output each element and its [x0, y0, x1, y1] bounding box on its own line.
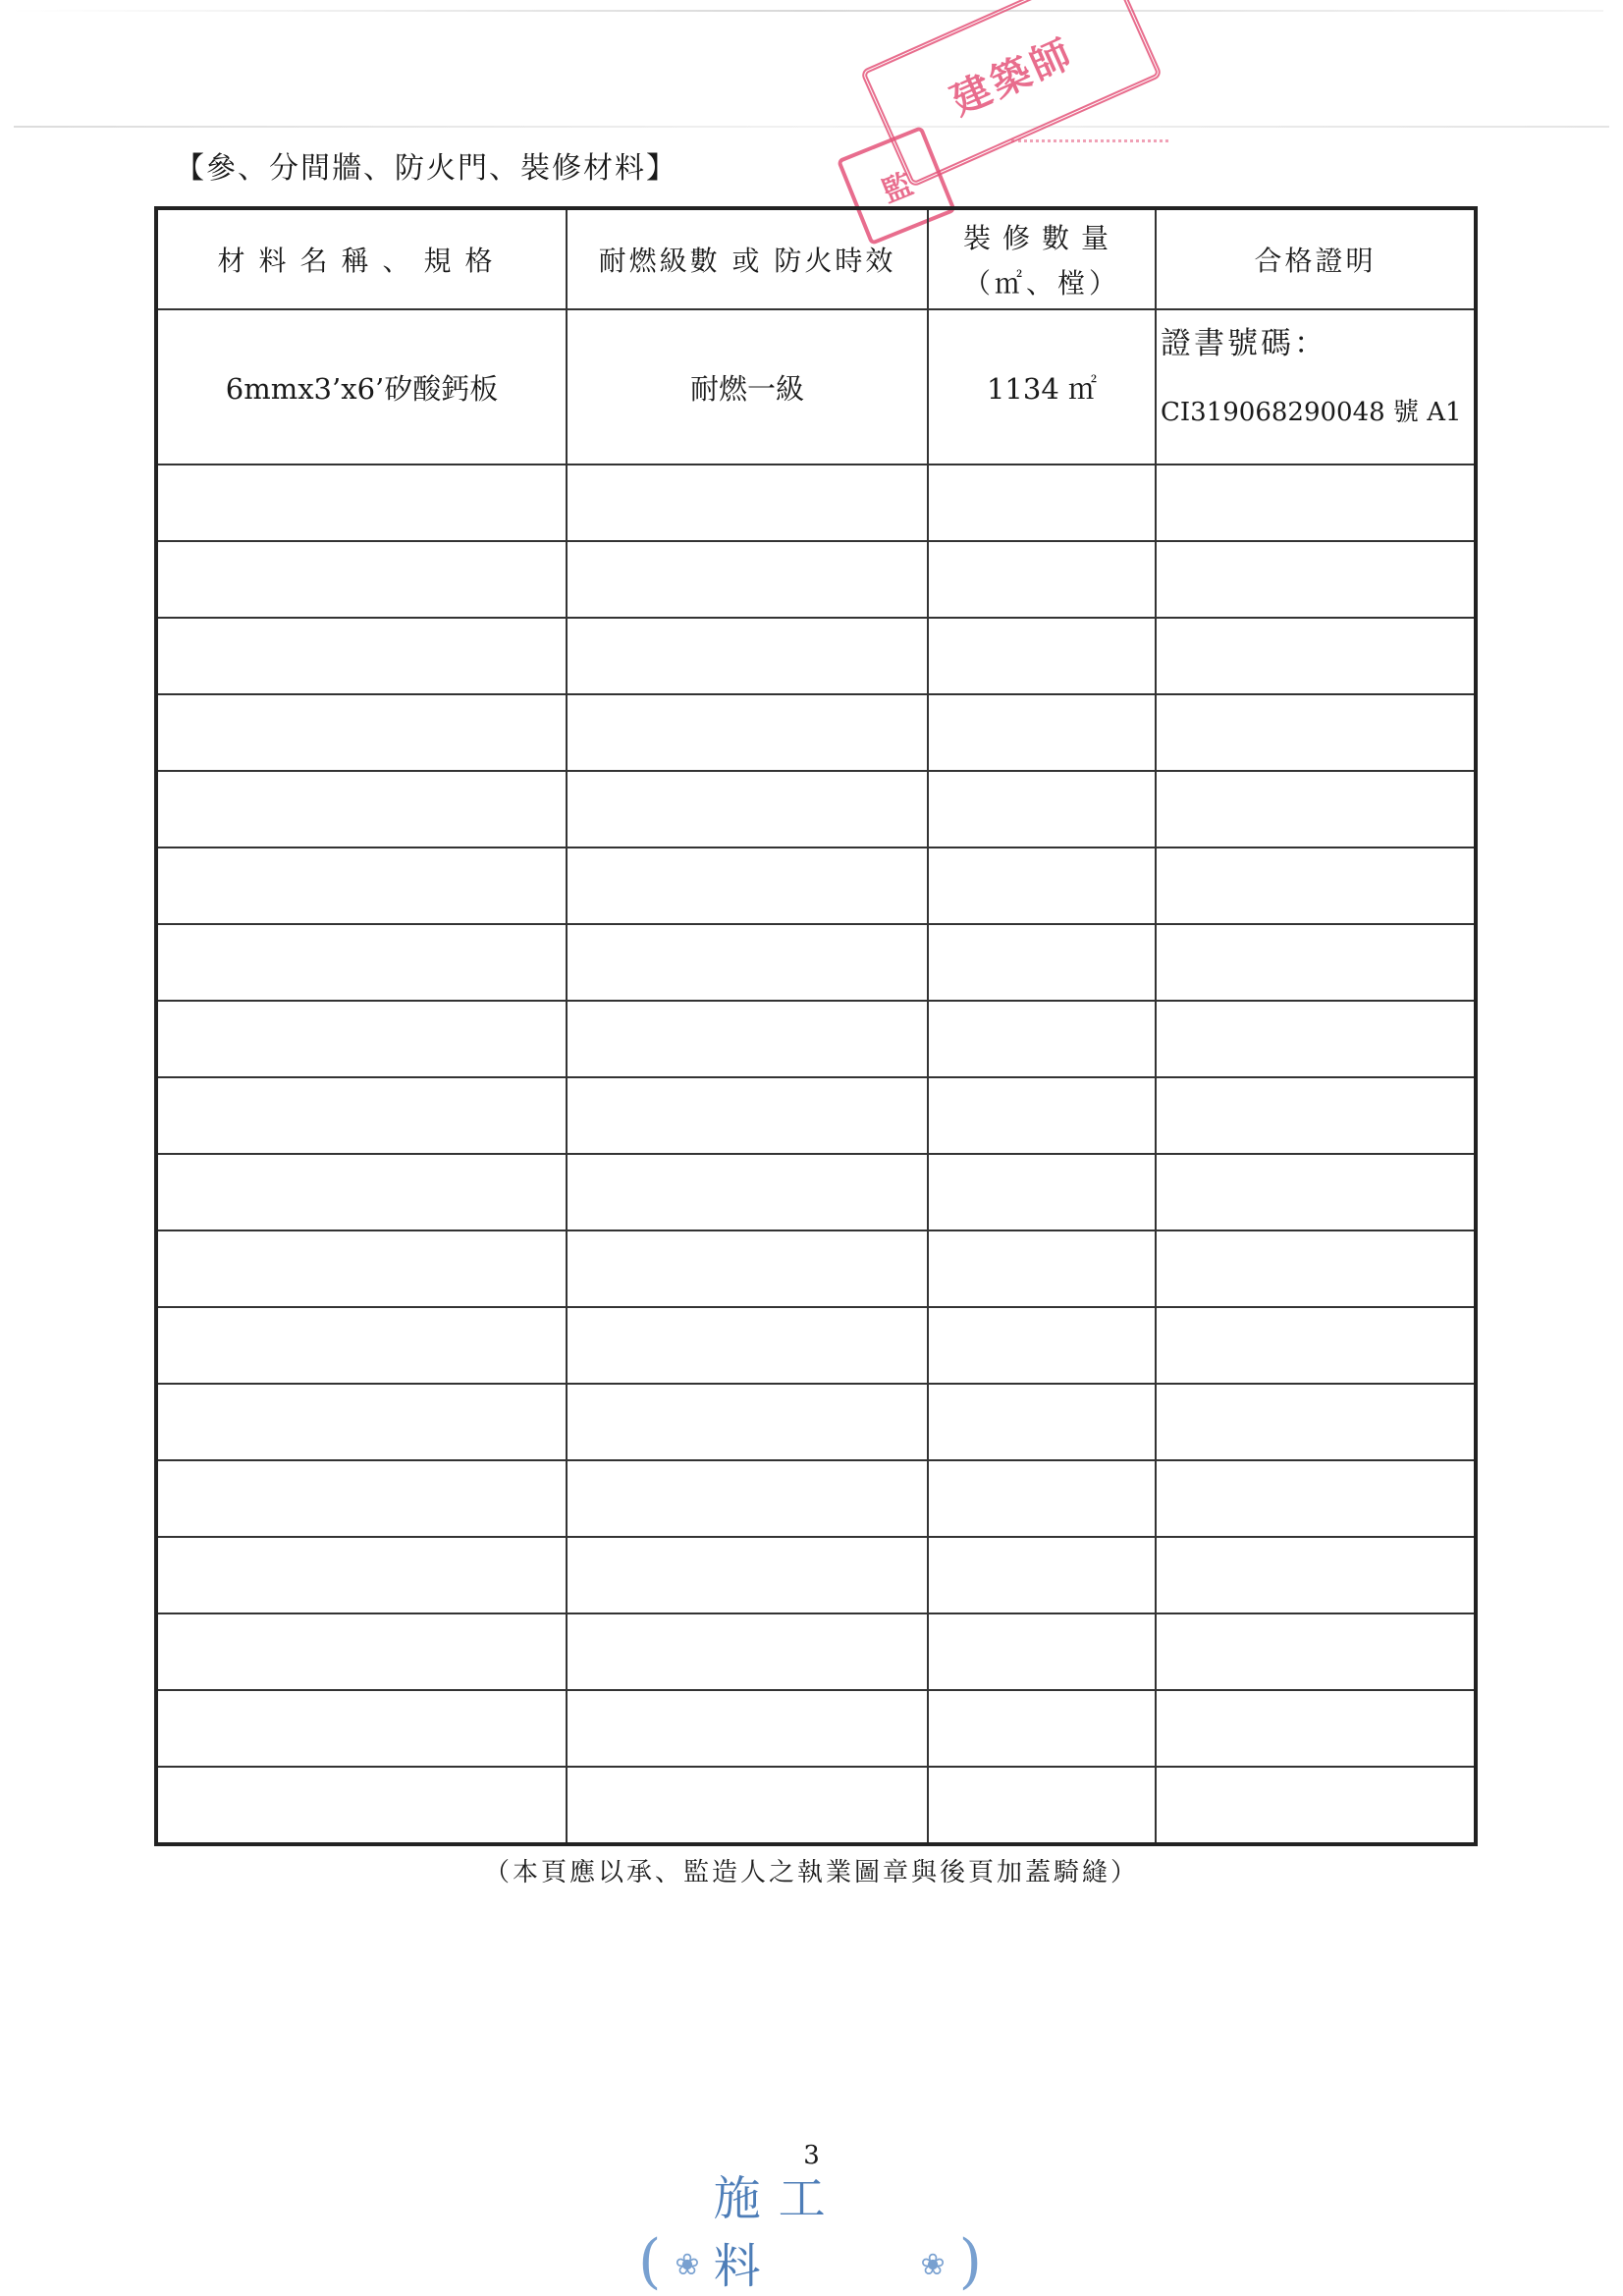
- cell-quantity: [928, 1154, 1156, 1230]
- stamp-smudge: [1011, 139, 1168, 145]
- cell-certificate: [1156, 1230, 1476, 1307]
- table-row: [156, 1767, 1476, 1844]
- cell-material-name: [156, 1767, 567, 1844]
- cell-quantity: [928, 1384, 1156, 1460]
- construction-seal-text: 施工料: [713, 2171, 843, 2294]
- table-row: [156, 847, 1476, 924]
- table-row: [156, 1384, 1476, 1460]
- cell-quantity: [928, 541, 1156, 618]
- cell-quantity: [928, 618, 1156, 694]
- cell-fire-rating: [567, 1307, 928, 1384]
- cell-fire-rating: [567, 1767, 928, 1844]
- cell-certificate: [1156, 1077, 1476, 1154]
- cell-fire-rating: [567, 618, 928, 694]
- cell-certificate: [1156, 309, 1476, 465]
- header-quantity-unit: （㎡、樘）: [962, 267, 1120, 300]
- cell-material-name: [156, 1613, 567, 1690]
- table-row: [156, 1307, 1476, 1384]
- cell-material-name: [156, 1307, 567, 1384]
- cell-quantity: [928, 465, 1156, 541]
- cell-certificate: [1156, 465, 1476, 541]
- cell-fire-rating: [567, 1537, 928, 1613]
- cell-certificate: [1156, 1537, 1476, 1613]
- cell-quantity: [928, 1767, 1156, 1844]
- table-row: [156, 1690, 1476, 1767]
- cell-material-name: [156, 541, 567, 618]
- supervisor-seal-text: 監: [877, 167, 918, 211]
- cell-quantity: [928, 924, 1156, 1001]
- cell-certificate: [1156, 1690, 1476, 1767]
- header-quantity: [928, 208, 1156, 309]
- cell-material-name: [156, 1460, 567, 1537]
- cell-certificate: [1156, 1154, 1476, 1230]
- cell-material-name: 6mmx3’x6’矽酸鈣板: [156, 309, 567, 465]
- table-row: [156, 1613, 1476, 1690]
- cell-material-name: [156, 1384, 567, 1460]
- table-row: [156, 924, 1476, 1001]
- cell-fire-rating: [567, 1384, 928, 1460]
- cell-material-name: [156, 618, 567, 694]
- cell-quantity: [928, 1307, 1156, 1384]
- table-row: [156, 1230, 1476, 1307]
- seal-right-bracket: ): [958, 2227, 982, 2296]
- cell-certificate: [1156, 1307, 1476, 1384]
- seal-flower-icon: ❀: [920, 2248, 946, 2282]
- cell-material-name: [156, 465, 567, 541]
- materials-table-container: [154, 206, 1478, 1809]
- certificate-number: CI319068290048 號 A1: [1161, 398, 1462, 427]
- cell-certificate: [1156, 1460, 1476, 1537]
- cell-fire-rating: [567, 1460, 928, 1537]
- cell-fire-rating: [567, 1077, 928, 1154]
- cell-material-name: [156, 1690, 567, 1767]
- cell-certificate: [1156, 847, 1476, 924]
- cell-fire-rating: [567, 1154, 928, 1230]
- cell-quantity: [928, 1001, 1156, 1077]
- cell-fire-rating: [567, 1230, 928, 1307]
- cell-fire-rating: [567, 847, 928, 924]
- header-material-name: [156, 208, 567, 309]
- cell-certificate: [1156, 541, 1476, 618]
- scan-artifact-line: [14, 126, 1609, 128]
- table-row: [156, 1154, 1476, 1230]
- section-heading: 【參、分間牆、防火門、裝修材料】: [175, 151, 677, 186]
- architect-seal-text: 建築師: [944, 28, 1082, 125]
- cell-quantity: [928, 1460, 1156, 1537]
- cell-fire-rating: 耐燃一級: [567, 309, 928, 465]
- cell-fire-rating: [567, 541, 928, 618]
- cell-quantity: [928, 694, 1156, 771]
- scan-artifact-line: [10, 10, 1603, 12]
- table-row: [156, 1077, 1476, 1154]
- table-row: [156, 541, 1476, 618]
- cell-quantity: [928, 1690, 1156, 1767]
- seal-flower-icon: ❀: [675, 2248, 700, 2282]
- page-number: 3: [803, 2141, 820, 2170]
- cell-quantity: [928, 847, 1156, 924]
- header-quantity-label: 裝修數量: [962, 222, 1120, 254]
- cell-material-name: [156, 924, 567, 1001]
- cell-certificate: [1156, 1613, 1476, 1690]
- cell-fire-rating: [567, 465, 928, 541]
- cell-certificate: [1156, 618, 1476, 694]
- cell-fire-rating: [567, 771, 928, 847]
- table-row: [156, 1001, 1476, 1077]
- cell-material-name: [156, 694, 567, 771]
- footer-note: （本頁應以承、監造人之執業圖章與後頁加蓋騎縫）: [483, 1858, 1139, 1887]
- cell-certificate: [1156, 771, 1476, 847]
- cell-fire-rating: [567, 1690, 928, 1767]
- cell-material-name: [156, 847, 567, 924]
- cell-certificate: [1156, 1767, 1476, 1844]
- header-certificate: 合格證明: [1156, 208, 1476, 309]
- table-row: [156, 1537, 1476, 1613]
- cell-quantity: [928, 1537, 1156, 1613]
- cell-quantity: [928, 1613, 1156, 1690]
- cell-material-name: [156, 1154, 567, 1230]
- cell-fire-rating: [567, 1613, 928, 1690]
- table-row: [156, 771, 1476, 847]
- cell-quantity: [928, 1230, 1156, 1307]
- table-row: [156, 309, 1476, 465]
- cell-certificate: [1156, 1384, 1476, 1460]
- cell-material-name: [156, 1537, 567, 1613]
- table-row: [156, 1460, 1476, 1537]
- cell-fire-rating: [567, 694, 928, 771]
- seal-left-bracket: (: [638, 2227, 662, 2296]
- construction-seal-stamp: [638, 2171, 982, 2296]
- table-row: [156, 465, 1476, 541]
- cell-fire-rating: [567, 924, 928, 1001]
- cell-certificate: [1156, 1001, 1476, 1077]
- cell-certificate: [1156, 924, 1476, 1001]
- cell-quantity: [928, 771, 1156, 847]
- cell-material-name: [156, 771, 567, 847]
- table-row: [156, 618, 1476, 694]
- cell-material-name: [156, 1001, 567, 1077]
- table-header-row: [156, 208, 1476, 309]
- cell-quantity: 1134 ㎡: [928, 309, 1156, 465]
- table-row: [156, 694, 1476, 771]
- cell-certificate: [1156, 694, 1476, 771]
- cell-fire-rating: [567, 1001, 928, 1077]
- cell-quantity: [928, 1077, 1156, 1154]
- header-material-name-text: 材料名稱、規格: [217, 245, 507, 277]
- header-fire-rating: 耐燃級數 或 防火時效: [567, 208, 928, 309]
- certificate-label: 證書號碼：: [1161, 326, 1327, 361]
- cell-material-name: [156, 1230, 567, 1307]
- cell-material-name: [156, 1077, 567, 1154]
- materials-table: [154, 206, 1478, 1846]
